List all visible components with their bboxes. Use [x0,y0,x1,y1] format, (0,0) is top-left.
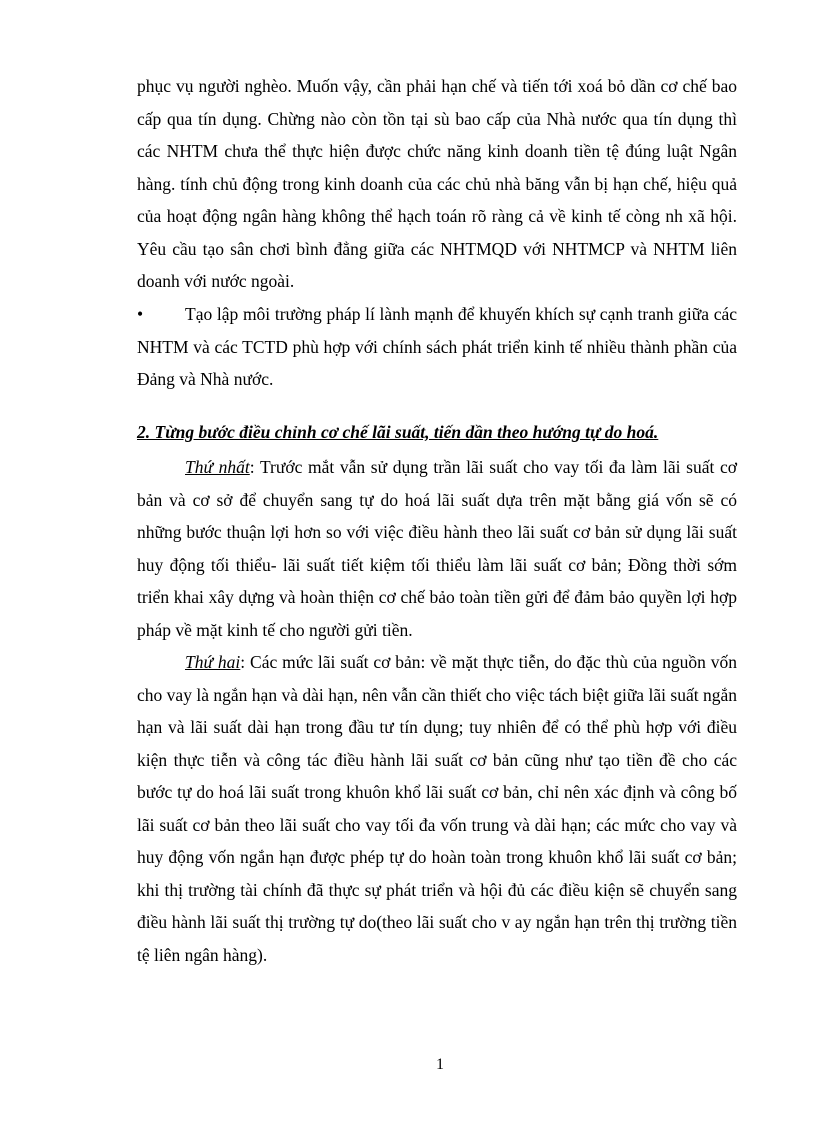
paragraph-second-label: Thứ hai [185,652,241,672]
paragraph-first-text: : Trước mắt vẫn sử dụng trần lãi suất cho vay tối đa làm lãi suất cơ bản và cơ sở để chuyển sang tự do hoá lãi suất dựa trên mặt bằng giá vốn sẽ có những bước thuận lợi hơn so với việc điều hành theo lãi suất cơ bản sử dụng lãi suất huy động tối thiểu- lãi suất tiết kiệm tối thiểu làm lãi suất cơ bản; Đồng thời sớm triển khai xây dựng và hoàn thiện cơ chế bảo toàn tiền gửi để đảm bảo quyền lợi hợp pháp về mặt kinh tế cho người gửi tiền. [137,457,738,640]
paragraph-second-text: : Các mức lãi suất cơ bản: về mặt thực tiễn, do đặc thù của nguồn vốn cho vay là ngắn hạn và dài hạn, nên vẫn cần thiết cho việc tách biệt giữa lãi suất ngắn hạn và lãi suất dài hạn trong đầu tư tín dụng; tuy nhiên để có thể phù hợp với điều kiện thực tiễn và công tác điều hành lãi suất cơ bản cũng như tạo tiền đề cho các bước tự do hoá lãi suất trong khuôn khổ lãi suất cơ bản, chỉ nên xác định và công bố lãi suất cơ bản theo lãi suất cho vay tối đa vốn trung và dài hạn; các mức cho vay và huy động vốn ngắn hạn được phép tự do hoàn toàn trong khuôn khổ lãi suất cơ bản; khi thị trường tài chính đã thực sự phát triển và hội đủ các điều kiện sẽ chuyển sang điều hành lãi suất thị trường tự do(theo lãi suất cho v ay ngắn hạn trên thị trường tiền tệ liên ngân hàng). [137,652,738,965]
page-number: 1 [436,1056,444,1073]
paragraph-second [137,646,737,971]
bullet-item [137,298,737,396]
paragraph-first-label: Thứ nhất [185,457,250,477]
section-heading: 2. Từng bước điều chỉnh cơ chế lãi suất, tiến dần theo hướng tự do hoá. [137,422,659,442]
paragraph-top: phục vụ người nghèo. Muốn vậy, cần phải hạn chế và tiến tới xoá bỏ dần cơ chế bao cấp qua tín dụng. Chừng nào còn tồn tại sù bao cấp của Nhà nước qua tín dụng thì các NHTM chưa thể thực hiện được chức năng kinh doanh tiền tệ đúng luật Ngân hàng. tính chủ động trong kinh doanh của các chủ nhà băng vẫn bị hạn chế, hiệu quả của hoạt động ngân hàng không thể hạch toán rõ ràng cả về kinh tế còng nh xã hội. Yêu cầu tạo sân chơi bình đẳng giữa các NHTMQD với NHTMCP và NHTM liên doanh với nước ngoài. [137,76,737,291]
bullet-text: Tạo lập môi trường pháp lí lành mạnh để khuyến khích sự cạnh tranh giữa các NHTM và các TCTD phù hợp với chính sách phát triển kinh tế nhiều thành phần của Đảng và Nhà nước. [137,304,737,389]
bullet-dot: • [137,304,144,324]
paragraph-first [137,451,737,646]
